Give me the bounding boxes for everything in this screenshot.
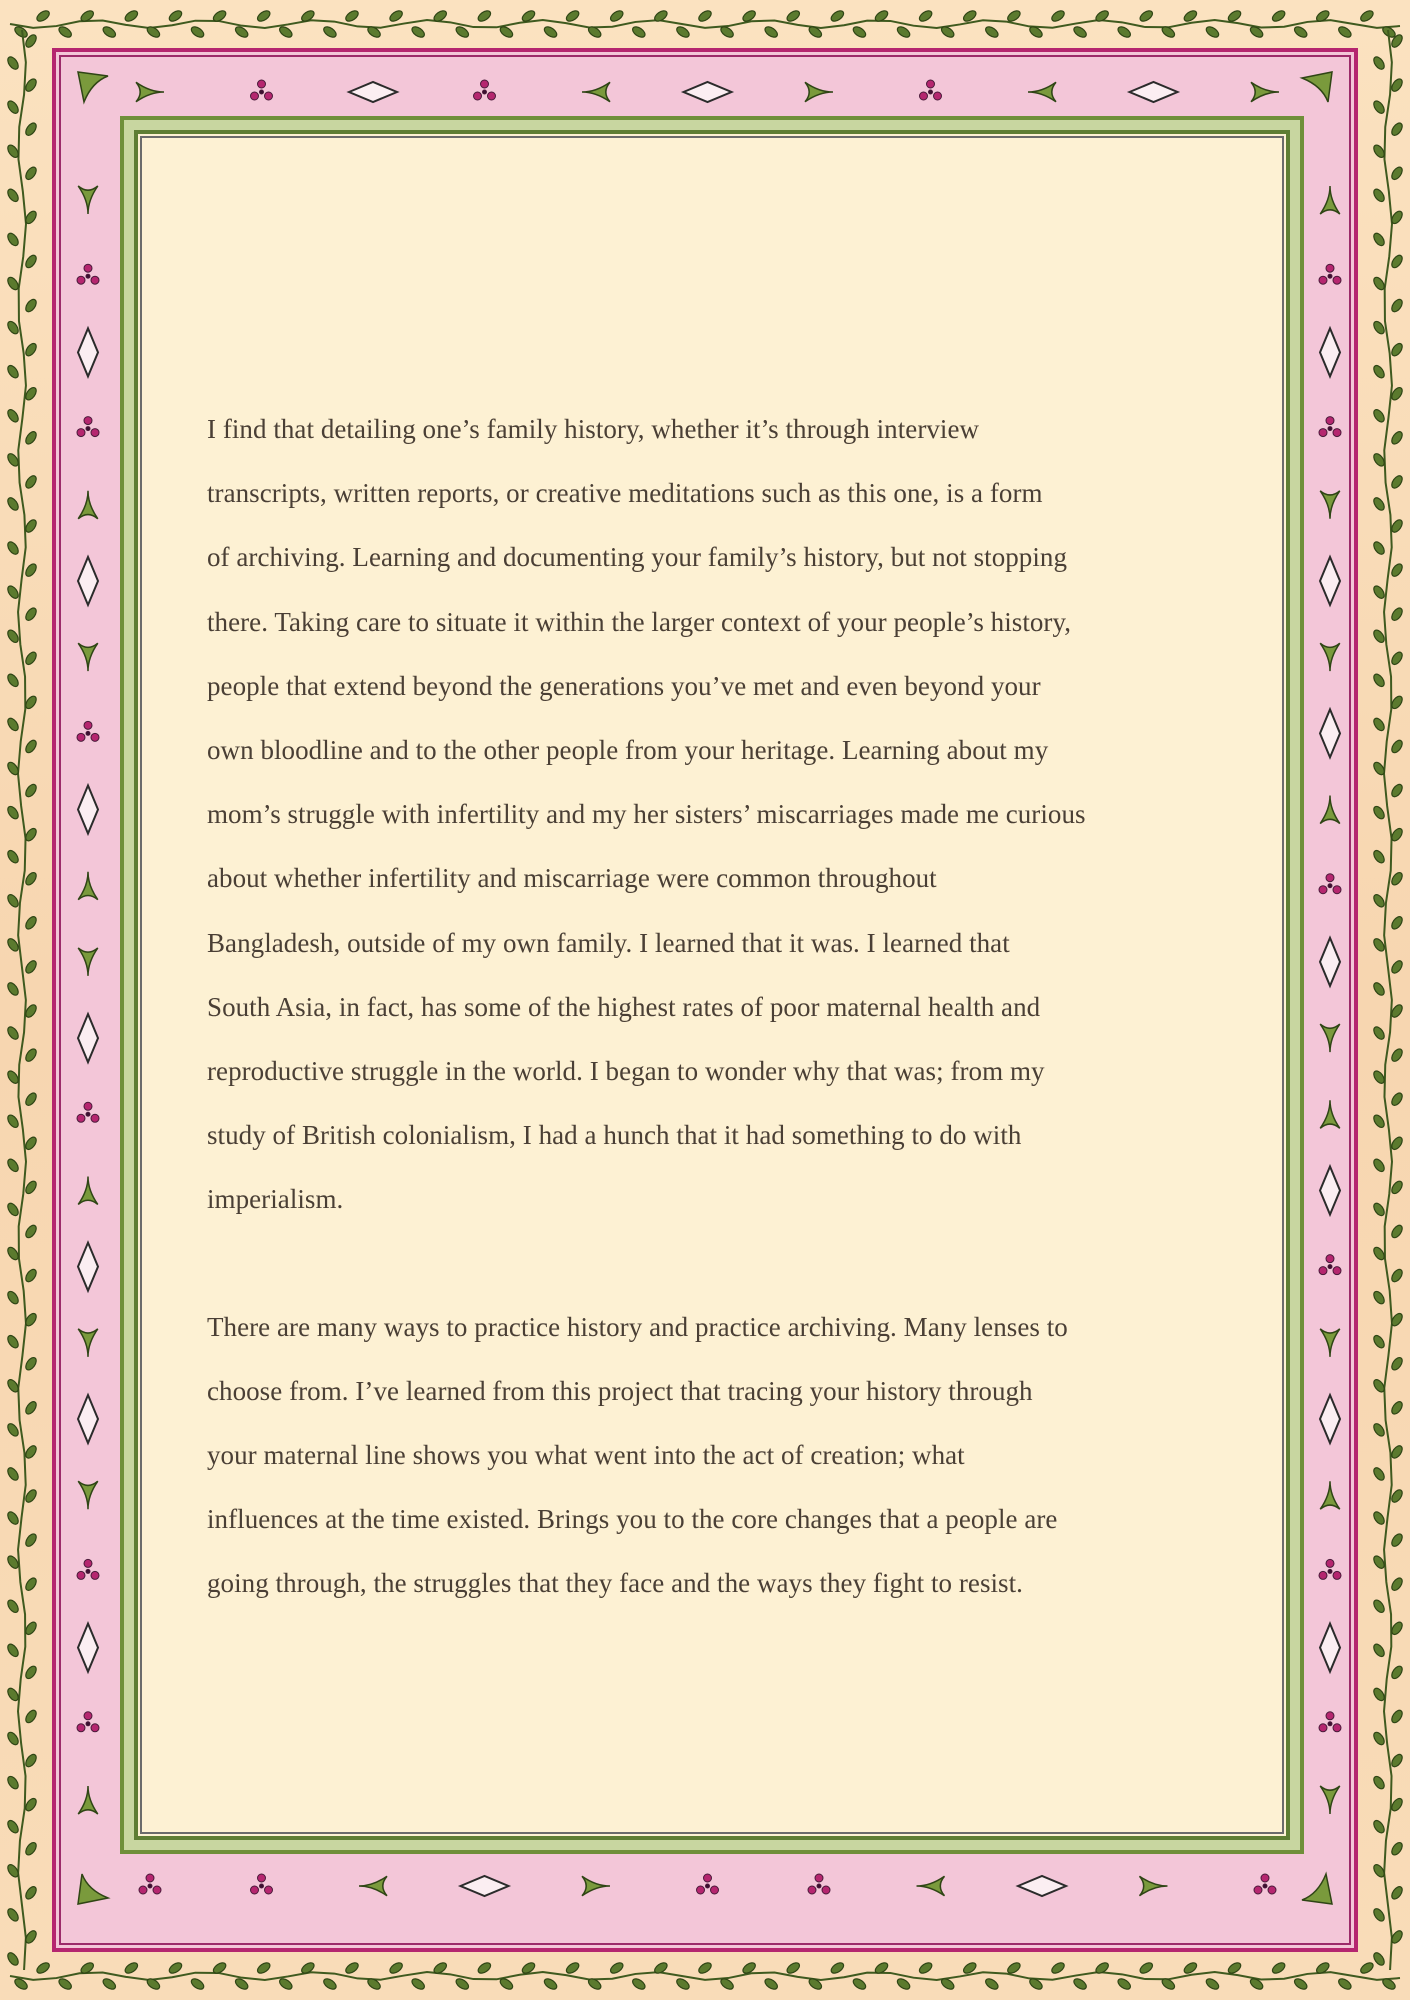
flower-cluster-icon xyxy=(920,80,942,100)
arrow-leaf-icon xyxy=(1320,796,1340,824)
arrow-leaf-icon xyxy=(78,186,98,214)
text-line: there. Taking care to situate it within the larger context of your people’s history, xyxy=(207,606,1072,637)
diamond-icon xyxy=(349,82,397,102)
flower-cluster-icon xyxy=(251,1874,273,1894)
diamond-icon xyxy=(78,328,98,376)
diamond-icon xyxy=(1320,328,1340,376)
flower-cluster-icon xyxy=(77,417,99,437)
flower-cluster-icon xyxy=(77,1102,99,1122)
arrow-leaf-icon xyxy=(78,872,98,900)
text-line: your maternal line shows you what went into the act of creation; what xyxy=(207,1440,965,1471)
corner-leaf-icon xyxy=(1302,72,1332,102)
text-line: South Asia, in fact, has some of the highest rates of poor maternal health and xyxy=(207,991,1041,1022)
diamond-icon xyxy=(1320,1395,1340,1443)
arrow-leaf-icon xyxy=(359,1876,387,1896)
diamond-icon xyxy=(1018,1876,1066,1896)
diamond-icon xyxy=(684,82,732,102)
flower-cluster-icon xyxy=(1254,1874,1276,1894)
arrow-leaf-icon xyxy=(78,948,98,976)
arrow-leaf-icon xyxy=(1320,1786,1340,1814)
diamond-icon xyxy=(78,1014,98,1062)
arrow-leaf-icon xyxy=(78,1481,98,1509)
diamond-icon xyxy=(78,1624,98,1672)
text-line: Bangladesh, outside of my own family. I learned that it was. I learned that xyxy=(207,927,1010,958)
flower-cluster-icon xyxy=(77,264,99,284)
arrow-leaf-icon xyxy=(1320,1024,1340,1052)
flower-cluster-icon xyxy=(474,80,496,100)
flower-cluster-icon xyxy=(1319,264,1341,284)
diamond-icon xyxy=(78,1395,98,1443)
arrow-leaf-icon xyxy=(1251,82,1279,102)
text-line: influences at the time existed. Brings you to the core changes that a people are xyxy=(207,1504,1058,1535)
arrow-leaf-icon xyxy=(1320,1100,1340,1128)
corner-leaf-icon xyxy=(78,1874,108,1904)
flower-cluster-icon xyxy=(77,721,99,741)
flower-cluster-icon xyxy=(139,1874,161,1894)
flower-cluster-icon xyxy=(77,1712,99,1732)
text-line: people that extend beyond the generations you’ve met and even beyond your xyxy=(207,670,1041,701)
paragraph-2 xyxy=(207,1295,1207,1616)
diamond-icon xyxy=(1320,557,1340,605)
arrow-leaf-icon xyxy=(1320,1329,1340,1357)
arrow-leaf-icon xyxy=(78,491,98,519)
arrow-leaf-icon xyxy=(1320,186,1340,214)
corner-leaf-icon xyxy=(78,72,108,102)
arrow-leaf-icon xyxy=(582,82,610,102)
text-line: mom’s struggle with infertility and my her sisters’ miscarriages made me curious xyxy=(207,799,1086,830)
arrow-leaf-icon xyxy=(917,1876,945,1896)
diamond-icon xyxy=(1320,938,1340,986)
flower-cluster-icon xyxy=(697,1874,719,1894)
text-line: study of British colonialism, I had a hunch that it had something to do with xyxy=(207,1120,1022,1151)
paragraph-gap xyxy=(207,1232,1207,1295)
arrow-leaf-icon xyxy=(582,1876,610,1896)
arrow-leaf-icon xyxy=(805,82,833,102)
text-line: I find that detailing one’s family history, whether it’s through interview xyxy=(207,414,980,444)
text-line: transcripts, written reports, or creative meditations such as this one, is a form xyxy=(207,478,1043,509)
text-line: imperialism. xyxy=(207,1184,344,1215)
text-line: reproductive struggle in the world. I began to wonder why that was; from my xyxy=(207,1056,1045,1087)
arrow-leaf-icon xyxy=(1320,643,1340,671)
flower-cluster-icon xyxy=(251,80,273,100)
diamond-icon xyxy=(78,557,98,605)
arrow-leaf-icon xyxy=(1320,491,1340,519)
text-line: of archiving. Learning and documenting your family’s history, but not stopping xyxy=(207,542,1068,573)
flower-cluster-icon xyxy=(808,1874,830,1894)
arrow-leaf-icon xyxy=(1028,82,1056,102)
diamond-icon xyxy=(78,1243,98,1291)
diamond-icon xyxy=(1320,1624,1340,1672)
arrow-leaf-icon xyxy=(1140,1876,1168,1896)
corner-leaf-icon xyxy=(1302,1874,1332,1904)
arrow-leaf-icon xyxy=(78,1176,98,1204)
arrow-leaf-icon xyxy=(136,82,164,102)
arrow-leaf-icon xyxy=(1320,1481,1340,1509)
diamond-icon xyxy=(1130,82,1178,102)
flower-cluster-icon xyxy=(77,1559,99,1579)
flower-cluster-icon xyxy=(1319,417,1341,437)
body-text xyxy=(207,397,1207,1616)
text-line: There are many ways to practice history and practice archiving. Many lenses to xyxy=(207,1311,1068,1342)
flower-cluster-icon xyxy=(1319,1712,1341,1732)
flower-cluster-icon xyxy=(1319,1559,1341,1579)
diamond-icon xyxy=(1320,709,1340,757)
text-line: choose from. I’ve learned from this project that tracing your history through xyxy=(207,1375,1033,1406)
diamond-icon xyxy=(1320,1166,1340,1214)
arrow-leaf-icon xyxy=(78,1786,98,1814)
text-line: about whether infertility and miscarriage were common throughout xyxy=(207,863,937,894)
arrow-leaf-icon xyxy=(78,1329,98,1357)
flower-cluster-icon xyxy=(1319,874,1341,894)
diamond-icon xyxy=(461,1876,509,1896)
arrow-leaf-icon xyxy=(78,643,98,671)
diamond-icon xyxy=(78,786,98,834)
text-line: going through, the struggles that they face and the ways they fight to resist. xyxy=(207,1568,1023,1599)
flower-cluster-icon xyxy=(1319,1255,1341,1275)
paragraph-1 xyxy=(207,397,1207,1232)
text-line: own bloodline and to the other people from your heritage. Learning about my xyxy=(207,735,1049,766)
